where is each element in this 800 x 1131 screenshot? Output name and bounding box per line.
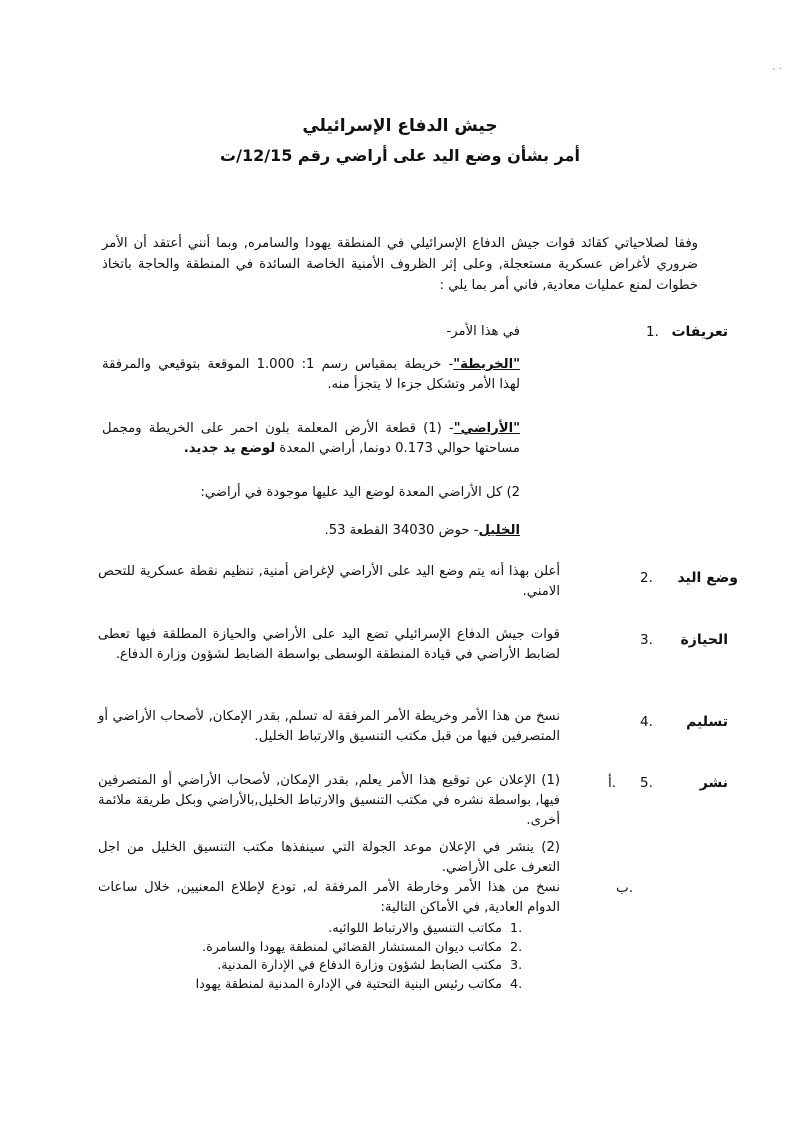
section-1-lead: في هذا الأمر- [446,324,520,339]
list-item: 3. مكتب الضابط لشؤون وزارة الدفاع في الإدارة المدنية. [217,958,523,973]
definition-hebron-text: - حوض 34030 القطعة 53. [324,523,479,538]
section-4-label: تسليم [686,714,728,730]
definition-lands-text: - (1) قطعة الأرض المعلمة بلون احمر على الخريطة ومجمل مساحتها حوالي 0.173 دونما, أراضي المعدة [102,421,520,456]
section-5-a1-text: (1) الإعلان عن توقيع هذا الأمر يعلم, بقدر الإمكان, لأصحاب الأراضي أو المتصرفين فيها, بواسطة نشره في مكتب التنسيق والارتباط الخليل,بالأراضي وبكل طريقة ملائمة أخرى. [98,773,560,828]
section-4-text: نسخ من هذا الأمر وخريطة الأمر المرفقة له تسلم, بقدر الإمكان, لأصحاب الأراضي أو المتصرفين فيها من قبل مكتب التنسيق والارتباط الخليل. [98,709,560,744]
list-item: 4. مكاتب رئيس البنية التحتية في الإدارة المدنية لمنطقة يهودا [195,976,523,992]
section-5-sub-b: ب. [616,880,634,896]
section-5-label: نشر [699,775,728,791]
section-5-sub-a: أ. [608,775,617,791]
definition-lands-term: "الأراضي" [453,421,520,436]
section-1-label: تعريفات [671,324,728,340]
definition-lands [102,419,520,459]
section-3-text: قوات جيش الدفاع الإسرائيلي تضع اليد على الأراضي والحيازة المطلقة فيها تعطى لضابط الأراضي في قيادة المنطقة الوسطى بواسطة الضابط لشؤون وزارة الدفاع. [98,627,560,662]
definition-map [102,355,520,395]
definition-hebron [102,521,520,541]
section-3-number: 3. [640,632,653,648]
section-5-b-text: نسخ من هذا الأمر وخارطة الأمر المرفقة له, تودع لإطلاع المعنيين, خلال ساعات الدوام العادية, في الأماكن التالية: [98,880,560,915]
definition-lands-2: 2) كل الأراضي المعدة لوضع اليد عليها موجودة في أراضي: [200,485,520,500]
section-2-label: وضع اليد [677,570,738,586]
scan-mark: · - [772,64,782,75]
list-item: 1. مكاتب التنسيق والارتباط اللوائيه. [328,921,523,936]
section-5-number: 5. [640,775,653,791]
section-2-number: 2. [640,570,653,586]
definition-map-text: - خريطة بمقياس رسم 1: 1.000 الموقعة بتوقيعي والمرفقة لهذا الأمر وتشكل جزءا لا يتجزأ منه. [102,357,520,392]
section-5-a2-text: (2) ينشر في الإعلان موعد الجولة التي سينفذها مكتب التنسيق الخليل من اجل التعرف على الأراضي. [98,840,560,875]
places-list [90,920,530,994]
section-2-text: أعلن بهذا أنه يتم وضع اليد على الأراضي لإغراض أمنية, تنظيم نقطة عسكرية للتحص الامني. [98,564,560,599]
section-1-number: 1. [646,324,659,340]
list-item: 2. مكاتب ديوان المستشار القضائي لمنطقة يهودا والسامرة. [202,939,523,955]
document-subtitle: أمر بشأن وضع اليد على أراضي رقم 12/15/ت [220,146,580,165]
definition-hebron-term: الخليل [478,523,520,538]
section-3-label: الحيازة [680,632,728,648]
intro-paragraph: وفقا لصلاحياتي كقائد قوات جيش الدفاع الإسرائيلي في المنطقة يهودا والسامره, وبما أنني أعتقد أن الأمر ضروري لأغراض عسكرية مستعجلة, وعلى إثر الظروف الأمنية الخاصة السائدة في المنطقة والحاجة باتخاذ خطوات لمنع عمليات معادية, فاني أمر بما يلي : [102,236,698,293]
document-title: جيش الدفاع الإسرائيلي [302,116,498,136]
definition-map-term: "الخريطة" [453,357,520,372]
section-4-number: 4. [640,714,653,730]
definition-lands-bold: لوضع يد جديد. [183,441,276,456]
